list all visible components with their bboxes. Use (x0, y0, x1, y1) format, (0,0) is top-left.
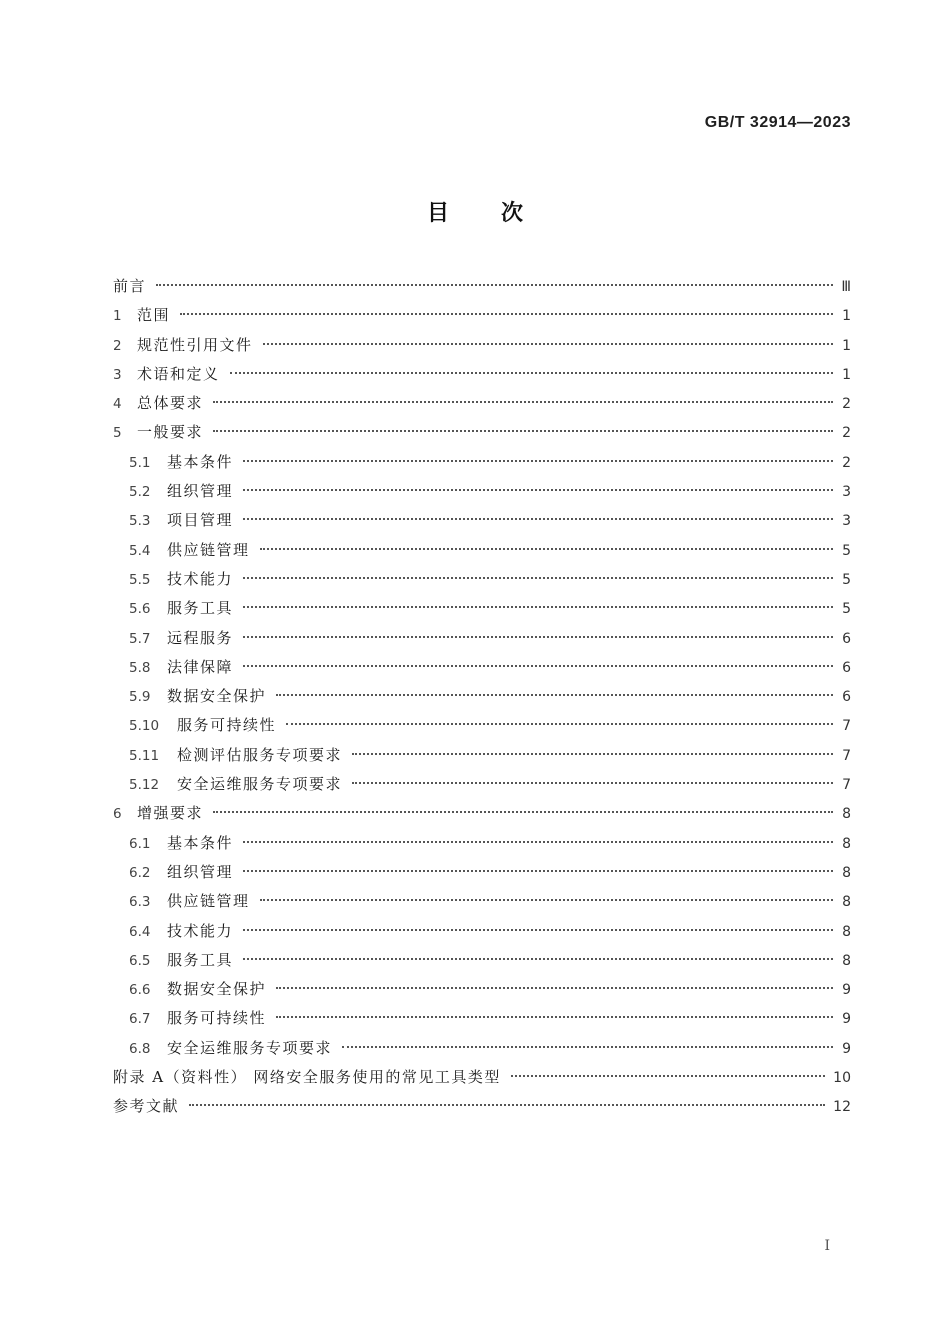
toc-entry-label: 前言 (113, 277, 147, 295)
toc-leader-dots (213, 430, 833, 432)
toc-entry-number: 6 (113, 806, 122, 823)
toc-entry-page: 8 (842, 864, 851, 881)
toc-entry-number: 5.11 (129, 747, 160, 764)
toc-leader-dots (230, 372, 833, 374)
toc-entry-number: 5.2 (129, 484, 151, 501)
toc-entry-page: 8 (842, 923, 851, 940)
toc-entry-label: 服务工具 (167, 950, 234, 969)
toc-leader-dots (189, 1104, 825, 1106)
toc-leader-dots (276, 987, 833, 989)
toc-entry-page: 6 (842, 659, 851, 676)
toc-entry-page: 8 (842, 952, 851, 969)
toc-leader-dots (342, 1046, 833, 1048)
toc-entry[interactable] (113, 594, 851, 623)
toc-entry-label: 安全运维服务专项要求 (167, 1038, 333, 1057)
toc-entry[interactable] (113, 887, 851, 916)
toc-entry[interactable] (113, 741, 851, 770)
toc-entry-number: 6.8 (129, 1040, 151, 1057)
page-title: 目次 (426, 201, 575, 226)
toc-entry-page: 5 (842, 542, 851, 559)
toc-entry-page: 3 (842, 513, 851, 530)
toc-entry-page: 1 (842, 308, 851, 325)
toc-leader-dots (243, 929, 833, 931)
toc-leader-dots (243, 460, 833, 462)
toc-entry-page: 1 (842, 337, 851, 354)
toc-entry-number: 6.6 (129, 982, 151, 999)
toc-entry[interactable] (113, 624, 851, 653)
toc-entry-number: 5.8 (129, 659, 151, 676)
toc-entry[interactable] (113, 272, 851, 301)
toc-entry-label: 服务工具 (167, 599, 234, 618)
toc-entry-label: 范围 (137, 306, 171, 325)
toc-entry-label: 远程服务 (167, 628, 234, 647)
toc-entry-page: 9 (842, 982, 851, 999)
toc-entry-label: 服务可持续性 (167, 1009, 267, 1028)
toc-entry-page: 5 (842, 571, 851, 588)
toc-entry-number: 5.1 (129, 454, 151, 471)
toc-entry[interactable] (113, 711, 851, 740)
standard-code: GB/T 32914—2023 (704, 114, 851, 131)
toc-leader-dots (180, 313, 833, 315)
toc-leader-dots (243, 665, 833, 667)
toc-entry-number: 1 (113, 308, 122, 325)
toc-entry[interactable] (113, 565, 851, 594)
toc-entry[interactable] (113, 506, 851, 535)
toc-entry-page: 9 (842, 1040, 851, 1057)
toc-entry[interactable] (113, 360, 851, 389)
toc-leader-dots (243, 518, 833, 520)
toc-entry-number: 5.3 (129, 513, 151, 530)
page-number: Ⅰ (824, 1238, 830, 1254)
toc-leader-dots (243, 489, 833, 491)
toc-leader-dots (286, 723, 833, 725)
toc-entry[interactable] (113, 536, 851, 565)
toc-entry-label: 一般要求 (137, 423, 204, 442)
toc-entry-page: 8 (842, 806, 851, 823)
toc-entry[interactable] (113, 770, 851, 799)
toc-leader-dots (352, 753, 833, 755)
toc-entry-page: 8 (842, 835, 851, 852)
toc-leader-dots (243, 958, 833, 960)
toc-entry[interactable] (113, 301, 851, 330)
toc-entry-label: 规范性引用文件 (137, 335, 253, 354)
toc-entry-number: 4 (113, 396, 122, 413)
toc-entry-label: 数据安全保护 (167, 980, 267, 999)
toc-entry-label: 技术能力 (167, 921, 234, 940)
toc-entry-number: 5.5 (129, 571, 151, 588)
toc-leader-dots (263, 343, 833, 345)
toc-leader-dots (276, 694, 833, 696)
toc-entry-page: 5 (842, 601, 851, 618)
toc-leader-dots (243, 606, 833, 608)
toc-leader-dots (352, 782, 833, 784)
toc-entry[interactable] (113, 1034, 851, 1063)
toc-entry-label: 参考文献 (113, 1097, 180, 1116)
toc-entry[interactable] (113, 946, 851, 975)
toc-entry-page: 7 (842, 718, 851, 735)
toc-entry-label: 法律保障 (167, 657, 234, 676)
toc-entry-number: 6.5 (129, 952, 151, 969)
toc-entry-page: 2 (842, 396, 851, 413)
toc-entry[interactable] (113, 653, 851, 682)
toc-entry-label: 供应链管理 (167, 892, 250, 911)
toc-entry-number: 6.1 (129, 835, 151, 852)
toc-entry-page: 12 (833, 1099, 851, 1116)
toc-leader-dots (156, 284, 833, 286)
toc-leader-dots (243, 636, 833, 638)
toc-entry-label: 组织管理 (167, 482, 234, 501)
toc-entry-page: 6 (842, 630, 851, 647)
toc-entry-page: 2 (842, 425, 851, 442)
toc-entry-page: 7 (842, 747, 851, 764)
toc-entry-page: Ⅲ (841, 279, 851, 295)
toc-leader-dots (213, 401, 833, 403)
toc-entry[interactable] (113, 331, 851, 360)
toc-entry-number: 6.4 (129, 923, 151, 940)
toc-entry-page: 1 (842, 366, 851, 383)
toc-entry[interactable] (113, 389, 851, 418)
toc-entry-label: 基本条件 (167, 833, 234, 852)
toc-leader-dots (243, 577, 833, 579)
toc-entry-label: 总体要求 (137, 394, 204, 413)
toc-entry-number: 5.9 (129, 689, 151, 706)
toc-entry-page: 7 (842, 777, 851, 794)
toc-entry-page: 3 (842, 484, 851, 501)
toc-leader-dots (511, 1075, 825, 1077)
toc-entry-label: 术语和定义 (137, 364, 220, 383)
toc-entry-label: 供应链管理 (167, 540, 250, 559)
toc-leader-dots (276, 1016, 833, 1018)
toc-entry-number: 2 (113, 337, 122, 354)
toc-entry-page: 6 (842, 689, 851, 706)
toc-entry[interactable] (113, 418, 851, 447)
toc-entry[interactable] (113, 975, 851, 1004)
toc-leader-dots (243, 841, 833, 843)
toc-entry[interactable] (113, 1092, 851, 1121)
toc-entry-label: 项目管理 (167, 511, 234, 530)
toc-entry-label: 数据安全保护 (167, 687, 267, 706)
toc-entry-page: 10 (833, 1070, 851, 1087)
toc-entry-number: 5.4 (129, 542, 151, 559)
toc-leader-dots (213, 811, 833, 813)
toc-entry[interactable] (113, 448, 851, 477)
toc-entry[interactable] (113, 858, 851, 887)
toc-leader-dots (260, 899, 833, 901)
toc-entry-label: 服务可持续性 (177, 716, 277, 735)
toc-entry-number: 5.12 (129, 777, 160, 794)
toc-leader-dots (260, 548, 833, 550)
toc-entry-label: 组织管理 (167, 862, 234, 881)
toc-entry-label: 增强要求 (137, 804, 204, 823)
toc-entry-number: 6.3 (129, 894, 151, 911)
toc-entry-number: 6.7 (129, 1011, 151, 1028)
toc-leader-dots (243, 870, 833, 872)
toc-entry-page: 2 (842, 454, 851, 471)
toc-entry-label: 附录 A（资料性） 网络安全服务使用的常见工具类型 (113, 1068, 501, 1087)
toc-entry[interactable] (113, 1004, 851, 1033)
toc-entry-number: 6.2 (129, 864, 151, 881)
toc-entry-number: 3 (113, 366, 122, 383)
toc-entry-number: 5.6 (129, 601, 151, 618)
toc-entry[interactable] (113, 917, 851, 946)
toc-entry-label: 基本条件 (167, 452, 234, 471)
toc-entry[interactable] (113, 477, 851, 506)
toc-entry-page: 8 (842, 894, 851, 911)
toc-entry-label: 安全运维服务专项要求 (177, 775, 343, 794)
toc-entry[interactable] (113, 799, 851, 828)
toc-entry-number: 5.10 (129, 718, 160, 735)
toc-entry[interactable] (113, 1063, 851, 1092)
toc-entry-page: 9 (842, 1011, 851, 1028)
toc-entry-number: 5.7 (129, 630, 151, 647)
toc-entry-label: 技术能力 (167, 569, 234, 588)
toc-entry[interactable] (113, 682, 851, 711)
toc-entry-label: 检测评估服务专项要求 (177, 745, 343, 764)
toc-entry[interactable] (113, 829, 851, 858)
toc-entry-number: 5 (113, 425, 122, 442)
table-of-contents (113, 272, 851, 1122)
